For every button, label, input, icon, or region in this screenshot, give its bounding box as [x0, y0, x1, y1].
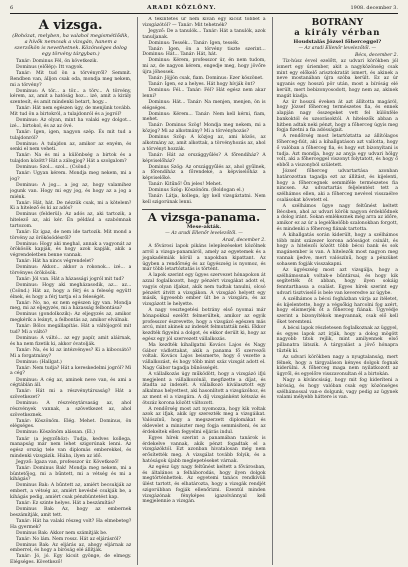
paragraph: A bécsi lapok részletesen foglalkoznak az üggyel, és egyes lapok azt írják, hogy a dolog mögött nagyobb titok rejlik, mint amilyennek első pillanatra látszik. A tárgyalást a jövő hónapra tűzték ki.: [276, 325, 398, 354]
paragraph: Az ügyészség most azt vizsgálja, hogy a szélhámosnak voltak-e bűntársai, és hogy kik segítették őt abban, hogy ilyen sokáig fenntarthassa a csalást. Egyes hírek szerint egy udvari tisztviselő is bele van keveredve az ügybe.: [276, 267, 398, 296]
article-body-panama: [142, 244, 265, 505]
paragraph: Dominus (felderül): Az adós az, aki tartozik, a hitelező az, aki kér. Én például a szabómnak tartozom.: [10, 212, 132, 229]
paragraph: Dominus Bak: Az, hogy az embernek beszámítják, amit tett.: [10, 506, 132, 518]
paragraph: Dominus: Köszönöm alássan. (El.): [16, 430, 95, 436]
paragraph: Tanár: Kitűnő! Ön jeles! Mehet.: [148, 182, 223, 188]
dateline-botrany: Bécs, december 2.: [355, 53, 398, 58]
paragraph: Tanár: Hát nem egészen úgy, de menjünk tovább. Mit tud ön a birtokról, a tulajdonról és a jogról?: [10, 106, 132, 117]
paragraph: A kihallgatás során kiderült, hogy a szélhámos több mint százezer korona adósságot csinált, és hogy a hitelezői között több bécsi bank és sok magánember is van. A hitelezők most nagyon meg vannak ijedve, mert valószínű, hogy a pénzüket sohasem fogják visszakapni.: [276, 232, 398, 267]
paragraph: Dominus: Kérem, professzor úr, én nem tudom, mi az, de nagyon kérem, engedje meg, hogy jövőre újra jöhessek.: [142, 58, 266, 75]
column-left: [10, 17, 131, 565]
paragraph: A vállalkozás úgy működött, hogy a vizsgázó ifjú megjelent a vállalkozónál, megfizette a díjat, és átadta az indexét. A vállalkozó kiválasztott egy alkalmas helyettest, aki hasonlított a vizsgázóhoz, és az ment el a vizsgára. A díj vizsgánként kétszáz és ötszáz korona között változott.: [142, 371, 266, 406]
paragraph: Tanár: Igen, igen, nagyon szép. És mit tud a tulajdonról?: [10, 129, 132, 141]
paragraph: A rendőrség most azt nyomozza, hogy kik voltak azok az ifjak, akik így szerezték meg a vizsgáikat. Valószínű, hogy a megszerzett diplomákat és oklevelet a miniszter meg fogja semmisíteni, és az érdekeltek ellen fegyelmi eljárás indul.: [142, 406, 266, 435]
paragraph: A rendőrség most letartóztatta az állítólagos főherceg-fiút, aki a kihallgatáson azt vallotta, hogy ő valóban a főherceg fia, és hogy ezt bizonyítani is tudja. Azt mondja, hogy az anyja egy udvari hölgy volt, aki a főherceggel viszonyt folytatott, és hogy ő ebből a viszonyból született.: [276, 134, 398, 169]
paragraph: Tanár: Jól van. Hát a házassági jogról mit tud?: [16, 277, 124, 283]
paragraph: József főherceg udvartartása azonban határozottan tagadja ezt az állítást, és kijelenti, hogy a főhercegnek semmiféle természetes fia nincsen. Az udvartartás feljelentést tett a szélhámos ellen, aki a főherceg nevével visszaélve csalásokat követett el.: [276, 169, 398, 203]
paragraph: Tanár: Nem tudja? Hát a kereskedelmi jogról? Mi a cég?: [10, 365, 132, 377]
paragraph: Az udvari körökben nagy a nyugtalanság, mert félnek, hogy a tárgyaláson kényes dolgok fognak kiderülni. A főherceg maga nem nyilatkozott az ügyről, és egyelőre visszavonultan él a birtokán.: [276, 354, 398, 378]
paragraph: Dominus (előlép): Itt vagyok.: [16, 65, 84, 71]
paragraph: A szélhámos ügye nagy feltűnést keltett Bécsben, ahol az udvari körök nagyon érdeklődnek a dolog iránt. Sokan emlékeznek még arra az időre, amikor ez az úr a legelőkelőbb szalonokban forgott, és mindenki a főherceg fiának tartotta.: [276, 203, 398, 232]
paragraph: Tanár: Na, és ki az intézvényes? Ki a kibocsátó? Mi a forgatmány?: [10, 347, 132, 359]
paragraph: Dominus Szög: Az országgyűlés az, ahol gyűlnek, a főrendiház a főrendeké, a képviselőház a képviselőké.: [142, 164, 266, 182]
paragraph: Tanár: Igen, ez a helyes. Hát hogy hívják önt?: [148, 82, 255, 88]
paragraph: Dominus: A váltó... az egy papír, amit aláírnak, és ha nem fizetik ki, akkor óvatolják.: [10, 336, 132, 347]
paragraph: Tanár: Hát mi a részvénytársaság? Hát a szövetkezet?: [10, 389, 132, 401]
article-subhead-botrany: Houdstalás Józsel főherceggel?: [293, 39, 382, 45]
paragraph: Tanár (a jegyzőhöz): Tudja, kedves kollega, manapság már nem lehet szigorúnak lenni. Az egész ország tele van diplomás emberekkel, és mindenki vizsgázik. Hiába, ilyen az idő.: [10, 436, 132, 459]
paragraph: Dominus: (Hallgat.): [16, 359, 62, 365]
article-continuation: [142, 17, 265, 206]
paragraph: Tanár: Hát, hát. De nézzük csak, mi a kötelem? Ki a hitelező és ki az adós?: [10, 200, 132, 212]
paragraph: Az egész ügy nagy feltűnést keltett a fővárosban, és általános a felháborodás, hogy ilyen dolgok megtörténhettek. Az egyetemi tanács rendkívüli ülést tartott, és elhatározta, hogy a vizsgák rendjét szigorúbban fogják ellenőrizni. Ezentúl minden vizsgázónak fényképes igazolvánnyal kell megjelennie a vizsgán.: [142, 464, 266, 505]
paragraph: Dominus: A tulajdon az, amikor az enyém, és senki el nem veheti.: [10, 141, 132, 153]
paragraph: Ma kezdték kihallgatni Kovács Lajos és Nagy Gábor vádlottakat, akik a panama fő szervezői voltak. Kovács Lajos beismerte, hogy ő vezette a vállalkozást, és hogy több mint száz vizsgát adott el. Nagy Gábor tagadja bűnösségét.: [142, 342, 266, 371]
paper-title: ARADI KÖZLÖNY.: [147, 5, 217, 11]
paragraph: Dominus Bak: Akkor nem számítják be.: [16, 530, 108, 536]
paragraph: Tanár: Hát ha valaki részeg volt? Ha elmebeteg? Ha gyermek?: [10, 518, 132, 530]
article-headline-kiraly: a király vérban: [294, 28, 381, 38]
paragraph: A nagy vesztegetési botrány első nyomai már hónapokkal ezelőtt felmerültek, amikor az egyik professzor észrevette, hogy a vizsgázó egészen más arcú, mint akinek az indexét felmutatták neki. Ekkor kezdték figyelni a dolgot, és ekkor derült ki, hogy az egész egy jól szervezett vállalkozás.: [142, 308, 266, 342]
paragraph: Dominus: Hogy aki megházasodik, az... az... (Csönd.) Hát az, hogy a férj és a feleség együtt élnek, és hogy a férj tartja el a feleségét.: [10, 283, 132, 300]
paragraph: Jegyző: De a tanulók... Tanár: Hát a tanulók, azok tanuljanak.: [142, 28, 266, 40]
paragraph: A tekintetes úr nem kíván egy kicsit többet a vizsgázótól? — Tanár: Mit tehetnék?: [142, 17, 266, 28]
paragraph: Dominus Szög: A közjog az, ami közös, az alkotmány az, amit alkottak, a törvényhozás az, ahol a törvényt hozzák.: [142, 135, 266, 152]
paragraph: Dominus: Hát... Tanár: Na menjen, menjen, ön is elégséges.: [142, 99, 266, 111]
paragraph: Dominus: Hogy aki meghal, annak a vagyonát az örökösök kapják, és hogy azok kapják, akik a végrendeletben benne vannak.: [10, 241, 132, 259]
paragraph: Egyes hírek szerint a panamában tanárok is érdekelve vannak, akik pénzt fogadtak el a vizsgázóktól. Ezt azonban hivatalosan még nem erősítették meg. A vizsgálat tovább folyik, és a hatóságok újabb meglepetéseket várnak.: [142, 435, 266, 464]
paragraph: Az úr hosszú éveken át azt állította magáról, hogy József főherceg természetes fia, és ennek alapján nagy összegeket vett fel különféle bankoktól és uzsorásoktól. A hitelezők abban a hitben adtak neki pénzt, hogy a főherceg úgyis meg fogja fizetni a fia adósságait.: [276, 99, 398, 134]
paragraph: Dominus Bak: Az eljárás az, ahogy eljárnak az emberrel, és hogy a bíróság elé állítják.: [10, 542, 132, 554]
paragraph: Dominus: Tessék... Tanár: Igen, tessék.: [148, 40, 240, 46]
paragraph: Dominus Bak: A bűntett az, amiért becsukják az embert, a vétség az, amiért kevésbé csukják be, a kihágás pedig, amiért csak pénzbüntetést kap.: [10, 483, 132, 500]
paragraph: Tanár: Hát ha nincs végrendelet?: [16, 259, 94, 265]
paragraph: Dominus (gondolkozik): Az eljegyzés az, amikor megkérik a leányt, a felbontás az, amikor elválnak.: [10, 312, 132, 324]
paragraph: Dominus: Kérem... Tanár: Nem kell kérni, fiam, mehet.: [142, 111, 266, 123]
issue-date: 1908. december 3.: [350, 5, 398, 11]
paragraph: A szélhámos a bécsi fogházban várja az ítéletet, és kijelentette, hogy a végsőkig harcolni fog azért, hogy elismerjék őt a főherceg fiának. Ügyvédje szerint a bizonyítékok megvannak, csak elő kell őket teremteni.: [276, 296, 398, 325]
paragraph: Tanár: Igen, ön a törvény tiszte szerint... Dominus: Hát... Tanár: Hát, hát.: [142, 46, 266, 58]
page-number: 6: [10, 5, 14, 11]
column-right: [272, 17, 398, 565]
paragraph: Dominus: A jog... a jog az, hogy valamihez jogunk van. Hogy mi egy jog, és hogy az a jog a miénk.: [10, 183, 132, 200]
article-subhead: (Bohózat, melyben, ha valahol megismétlődik, a hívők nemcsak a vizsgán, hanem a szerzőkön is nevethetnek. Közönséges dolog egy törvény tárgyban.): [12, 33, 130, 57]
paragraph: Tanár: Jó, jó. Egy kicsit gyönge, de elmegy. Elégséges. Következő!: [10, 554, 132, 565]
paragraph: Tanár: Dominus Szög! Mondja meg nekem, mi a közjog? Mi az alkotmány? Mi a törvényhozás?: [142, 123, 266, 135]
paragraph: Tanár: Jöjjön csak, fiam. Dominus: Ezer köszönet.: [148, 75, 264, 81]
paragraph: A fővárosi lapok pikáns leleplezéseket közölnek arról a vizsga-panamáról, amely az egyetemek és a jogakadémiák körül a napokban kipattant. Az ügyben a rendőrség és az ügyészség is nyomoz, és már több letartóztatás is történt.: [142, 244, 266, 273]
paragraph: Tanár: Hát az országgyűlés? A főrendiház? A képviselőház?: [142, 152, 266, 164]
paragraph: Dominus: Az olyan, mint ha valaki egy dolgot... izé... birtokol, és az az övé.: [10, 117, 132, 129]
paragraph: Tanár: Na és mi a különbség a birtok és a tulajdon között? Hát a zálogjog? Hát a szolgalom?: [10, 153, 132, 165]
article-byline-botrany: — Az aradi Ellenőr levelezőtől. —: [298, 46, 377, 51]
paragraph: Tanár: Ugyan kérem. Mondja meg nekem, mi a jog?: [10, 171, 132, 182]
paragraph: Tanár: Köszönöm. Elég. Mehet. Dominus, ön elégséges.: [10, 418, 132, 430]
paragraph: Tanár: Mit tud ön a törvényről? Semmit. Rendben van, álljon csak oda, mondja meg nekem, mi a törvény?: [10, 71, 132, 88]
article-byline-panama: — Az aradi Ellenőr levelezőtől. —: [165, 231, 243, 237]
paragraph: Tanár: Ez igaz, de nem ide tartozik. Mit mond a törvény az örökösödésről?: [10, 229, 132, 241]
paragraph: Jegyző: Igaza van, professzor úr. Következő!: [16, 459, 119, 465]
dateline-panama: Arad, december 2.: [222, 238, 266, 244]
paragraph: Dominus: A tör... a tör... a törv... A törvény, kérem, az, amit a hatóság hoz... izé, amit a király szentesít, és amit mindenki betart, hogy...: [10, 88, 132, 106]
paragraph: Dominus Szög: Köszönöm. (Boldogan el.): [148, 188, 244, 194]
paragraph: Tanár: Látja, kollega, így kell vizsgáztatni. Nem kell szigorúnak lenni.: [142, 194, 266, 205]
paragraph: A lapok szerint egy ügyes szervezet hónapokon át azzal foglalkozott, hogy pénzért vizsgákat adott el, vagyis olyan ifjakat, akik nem tudtak tanulni, olcsó pénzért átvitt a vizsgákon. A vizsgázó helyett egy másik, ügyesebb ember ült be a vizsgára, és az vizsgázott le helyette.: [142, 273, 266, 308]
paragraph: Tanár: No, no, ez nem egészen így van. Mondja meg, mi az eljegyzés, mi a házasság felbontása?: [10, 300, 132, 312]
paragraph: Tanár: No lám. Nem rossz. Hát az eljárásról?: [16, 536, 121, 542]
paragraph: Tíz-húsz évvel ezelőtt, az udvari körökben jól ismert egy úriember, akit a nagyközönség csak mint egy előkelő arisztokratát ismert, és akinek a neve mostanában újra szóba került. Ez az úr ugyanis egy hosszú pör után, most a bíróság elé került, mert bebizonyosodott, hogy nem az, akinek magát kiadja.: [276, 59, 398, 99]
article-body-botrany: [277, 59, 398, 401]
paragraph: Tanár: Dominus Fél, ön következik.: [16, 59, 98, 64]
article-subhead-panama: Mese-akták.: [186, 224, 222, 231]
column-middle: [137, 17, 265, 565]
article-body-vizsga: [10, 59, 131, 565]
article-headline-panama: A vizsga-panama.: [147, 209, 261, 224]
paragraph: Tanár: Ez szinte helyes. Hát a beszámítás?: [16, 500, 116, 506]
article-headline-botrany: BOTRÁNY: [311, 18, 364, 28]
paragraph: Dominus: Fél... Tanár: Fél? Hát egész nem akar lenni?: [142, 88, 266, 99]
paragraph: Dominus: A cég az, aminek neve van, és ami a cégtáblán áll.: [10, 377, 132, 389]
paragraph: Tanár: Dominus Bak! Mondja meg nekem, mi a büntetőjog, mi a bűntett, mi a vétség és mi a kihágás?: [10, 465, 132, 483]
paragraph: Dominus: Akkor... akkor a rokonok... izé... a törvényes örökösök.: [10, 265, 132, 277]
paragraph: Nagy a kíváncsiság, hogy mit fog kideríteni a bíróság, és hogy valóban csak egy közönséges szélhámossal van-e dolgunk, vagy pedig az ügynek valami mélyebb háttere is van.: [276, 378, 398, 401]
paragraph: Dominus: A részvénytársaság az, ahol részvények vannak, a szövetkezet az, ahol szövetkeznek.: [10, 401, 132, 418]
paragraph: Dominus: Szol... szol... (Csönd.): [16, 165, 90, 171]
masthead: [10, 4, 398, 14]
paragraph: Tanár: Bölcs megállapítás. Hát a váltójogról mit tud? Mi a váltó?: [10, 324, 132, 336]
article-headline-vizsga: A vizsga.: [38, 18, 103, 33]
